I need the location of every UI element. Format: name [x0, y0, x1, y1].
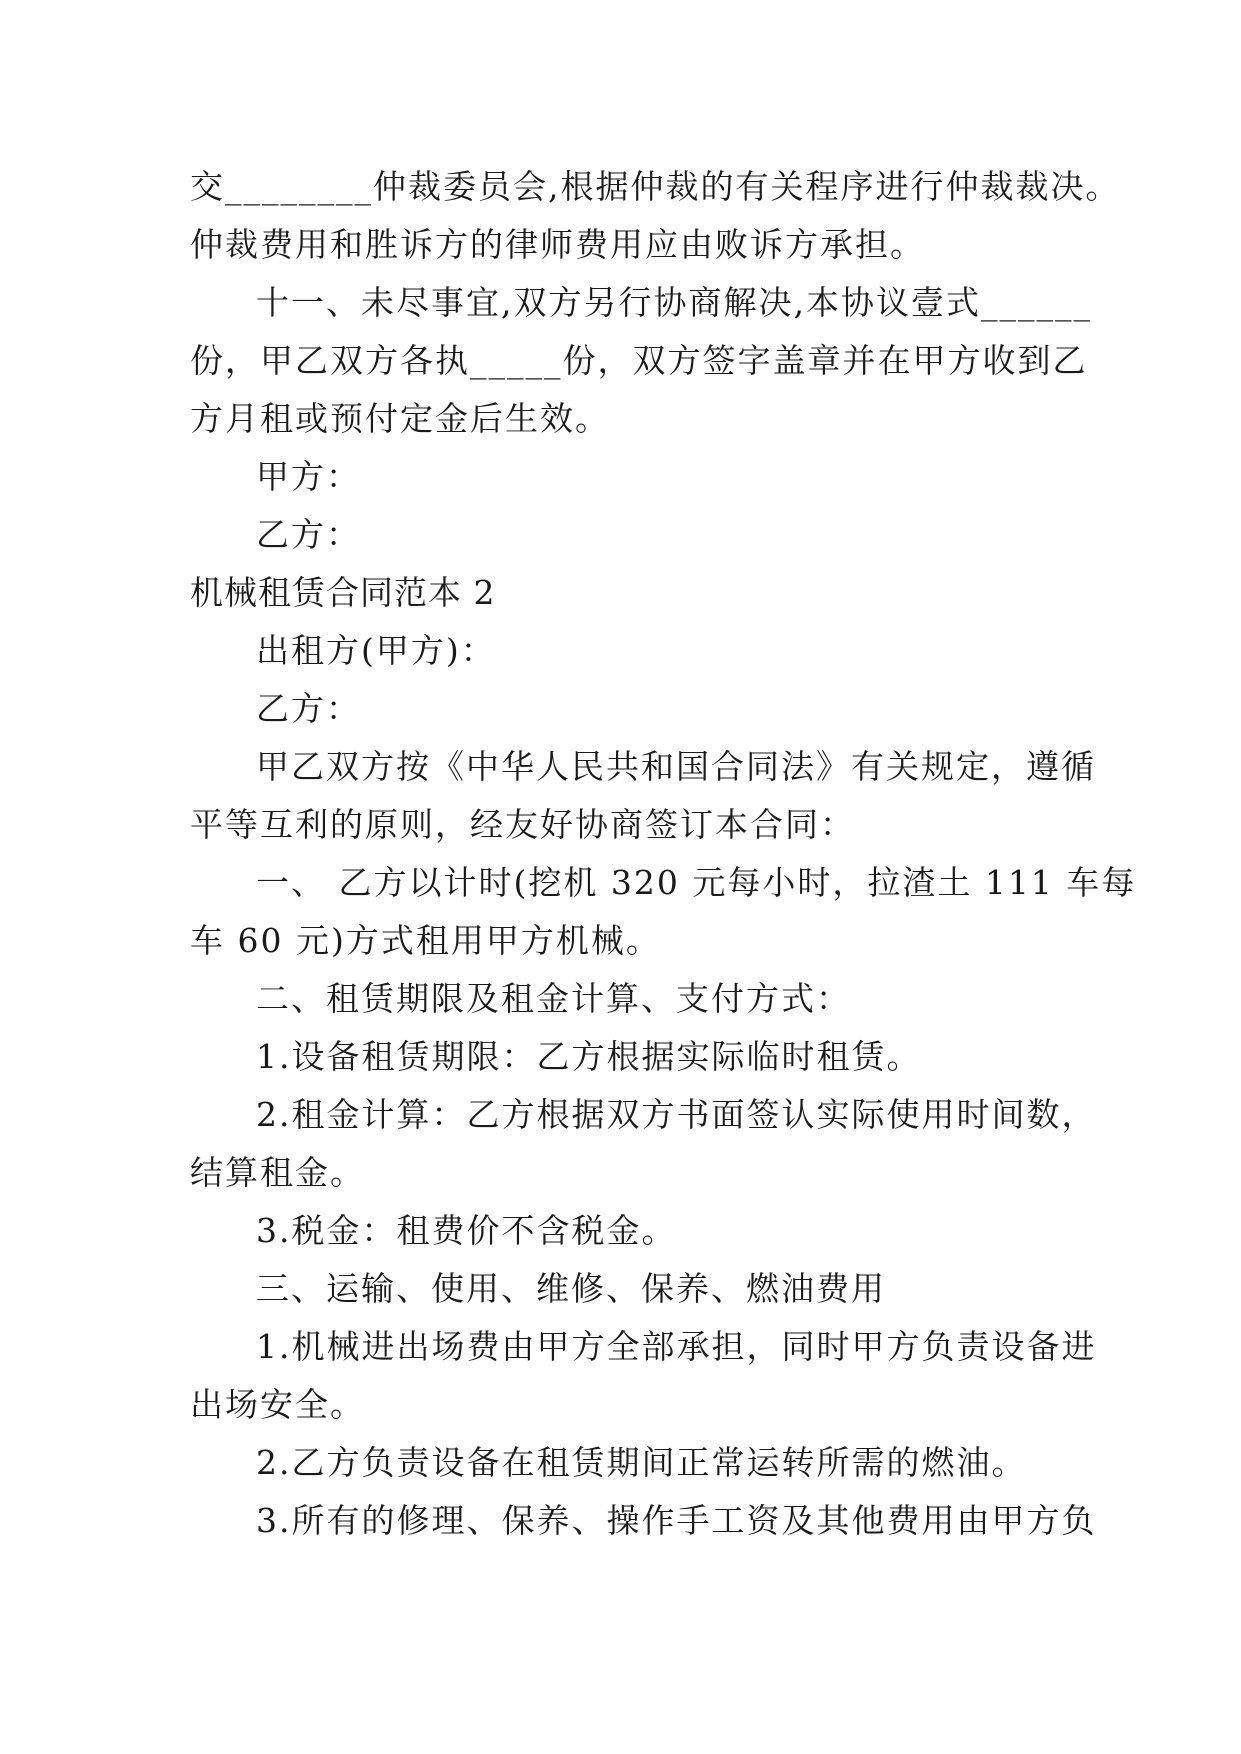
party-a-label: 甲方： — [256, 457, 361, 496]
text-line: 2.租金计算：乙方根据双方书面签认实际使用时间数， — [256, 1095, 1097, 1134]
section-title: 机械租赁合同范本 2 — [190, 573, 496, 612]
text-line: 3.税金：租费价不含税金。 — [256, 1211, 677, 1250]
text-line: 平等互利的原则，经友好协商签订本合同： — [190, 805, 855, 844]
clause-heading: 二、租赁期限及租金计算、支付方式： — [256, 979, 851, 1018]
text-line: 份，甲乙双方各执_____份，双方签字盖章并在甲方收到乙 — [190, 341, 1088, 380]
text-line: 2.乙方负责设备在租赁期间正常运转所需的燃油。 — [256, 1443, 1027, 1482]
text-line: 方月租或预付定金后生效。 — [190, 399, 610, 438]
text-line: 仲裁费用和胜诉方的律师费用应由败诉方承担。 — [190, 225, 925, 264]
text-line: 出场安全。 — [190, 1385, 365, 1424]
text-line: 1.机械进出场费由甲方全部承担，同时甲方负责设备进 — [256, 1327, 1097, 1366]
text-line: 结算租金。 — [190, 1153, 365, 1192]
clause-heading: 三、运输、使用、维修、保养、燃油费用 — [256, 1269, 886, 1308]
text-line: 1.设备租赁期限：乙方根据实际临时租赁。 — [256, 1037, 922, 1076]
text-line: 交________仲裁委员会,根据仲裁的有关程序进行仲裁裁决。 — [190, 167, 1121, 206]
text-line: 3.所有的修理、保养、操作手工资及其他费用由甲方负 — [256, 1501, 1097, 1540]
text-line: 一、 乙方以计时(挖机 320 元每小时，拉渣土 111 车每 — [256, 863, 1137, 902]
lessor-label: 出租方(甲方)： — [256, 631, 496, 670]
text-line: 甲乙双方按《中华人民共和国合同法》有关规定，遵循 — [256, 747, 1096, 786]
text-line: 车 60 元)方式租用甲方机械。 — [190, 921, 661, 960]
party-b-label: 乙方： — [256, 689, 361, 728]
party-b-label: 乙方： — [256, 515, 361, 554]
text-line: 十一、未尽事宜,双方另行协商解决,本协议壹式______ — [256, 283, 1092, 322]
